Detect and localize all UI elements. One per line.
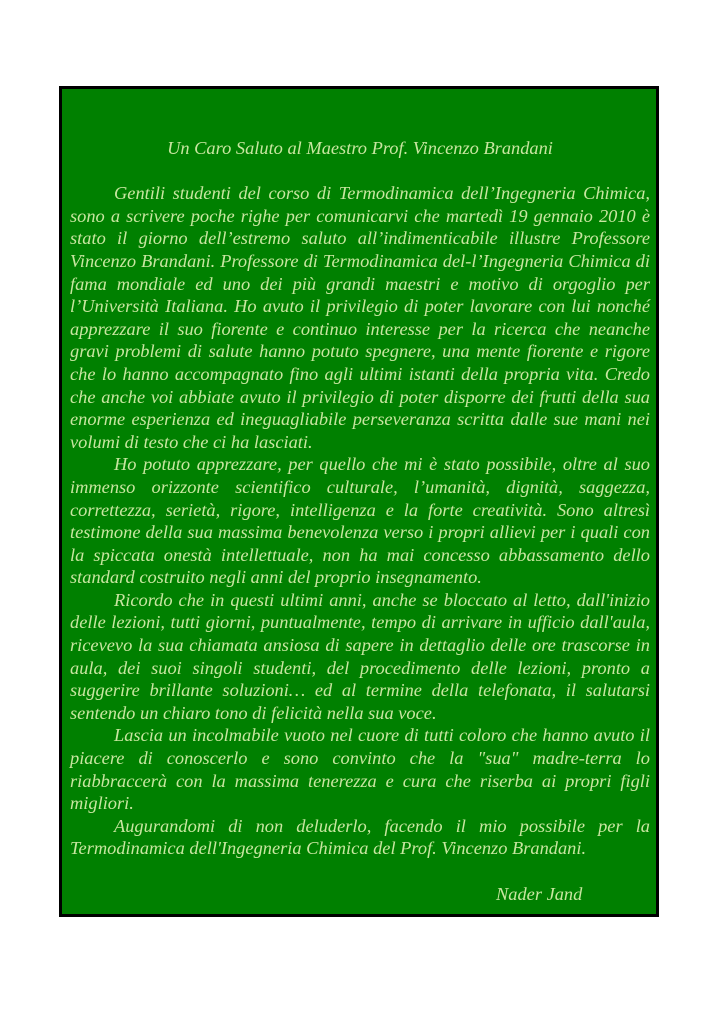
letter-title: Un Caro Saluto al Maestro Prof. Vincenzo Brandani [167,138,553,158]
letter-signature: Nader Jand [496,883,583,904]
letter-paragraph-3: Ricordo che in questi ultimi anni, anche se bloccato al letto, dall'inizio delle lezioni, tutti giorni, puntualmente, tempo di arrivare in ufficio dall'aula, ricevevo la sua chiamata ansiosa di sapere in dettaglio delle ore trascorse in aula, dei suoi singoli studenti, del procedimento delle lezioni, pronto a suggerire brillante soluzioni… ed al termine della telefonata, il salutarsi sentendo un chiaro tono di felicità nella sua voce. [70,589,650,723]
letter-paragraph-5: Augurandomi di non deluderlo, facendo il mio possibile per la Termodinamica dell'Ingegneria Chimica del Prof. Vincenzo Brandani. [70,815,650,859]
letter-paragraph-2: Ho potuto apprezzare, per quello che mi è stato possibile, oltre al suo immenso orizzonte scientifico culturale, l’umanità, dignità, saggezza, correttezza, serietà, rigore, intelligenza e la forte creatività. Sono altresì testimone della sua massima benevolenza verso i propri allievi per i quali con la spiccata onestà intellettuale, non ha mai concesso abbassamento dello standard costruito negli anni del proprio insegnamento. [70,454,650,588]
title-spacer [70,160,650,183]
letter-panel [59,86,659,917]
letter-paragraph-4: Lascia un incolmabile vuoto nel cuore di tutti coloro che hanno avuto il piacere di conoscerlo e sono convinto che la "sua" madre-terra lo riabbraccerà con la massima tenerezza e cura che riserba ai propri figli migliori. [70,725,650,814]
letter-paragraph-1: Gentili studenti del corso di Termodinamica dell’Ingegneria Chimica, sono a scrivere poche righe per comunicarvi che martedì 19 gennaio 2010 è stato il giorno dell’estremo saluto all’indimenticabile illustre Professore Vincenzo Brandani. Professore di Termodinamica del-l’Ingegneria Chimica di fama mondiale ed uno dei più grandi maestri e motivo di orgoglio per l’Università Italiana. Ho avuto il privilegio di poter lavorare con lui nonché apprezzare il suo fiorente e continuo interesse per la ricerca che neanche gravi problemi di salute hanno potuto spegnere, una mente fiorente e rigore che lo hanno accompagnato fino agli ultimi istanti della propria vita. Credo che anche voi abbiate avuto il privilegio di poter disporre dei frutti della sua enorme esperienza ed ineguagliabile perseveranza scritta dalle sue mani nei volumi di testo che ci ha lasciati. [70,183,650,452]
letter-content [70,137,650,905]
